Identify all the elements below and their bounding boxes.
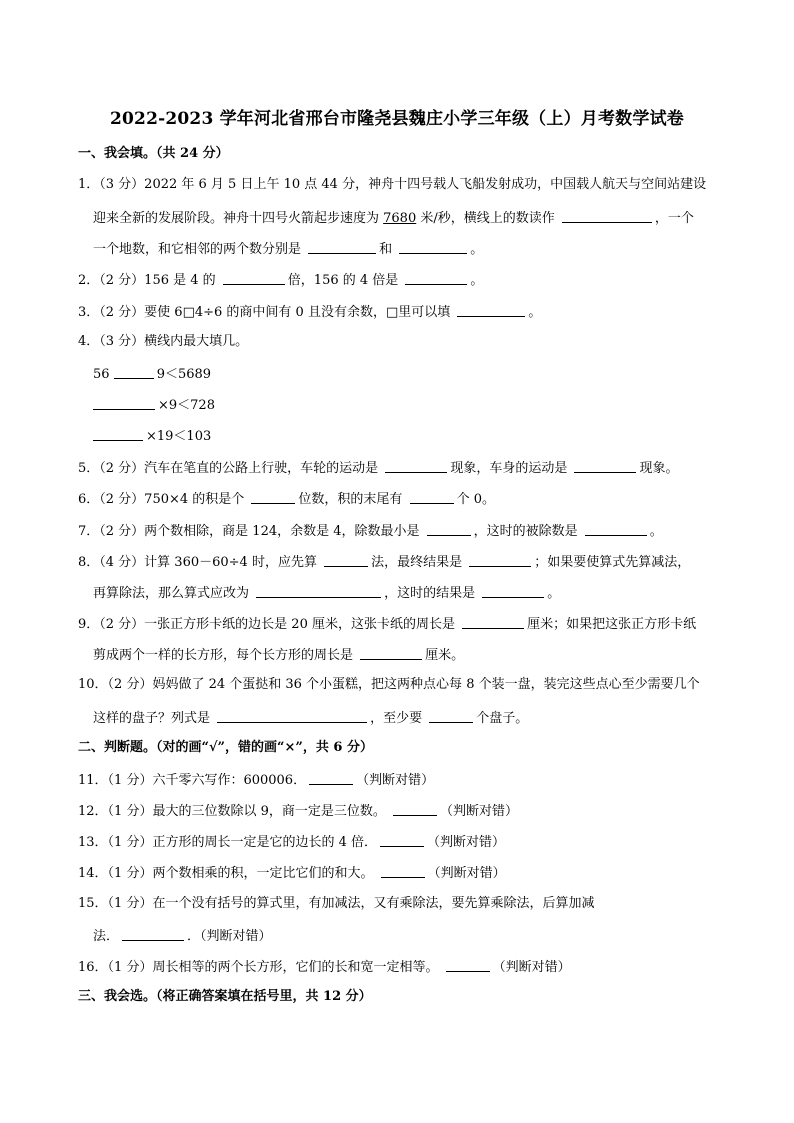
q7-blank-1[interactable] <box>427 523 471 536</box>
q1-line-3: 一个地数，和它相邻的两个数分别是 和 。 <box>93 242 484 257</box>
q9-line-1: 9．（2 分）一张正方形卡纸的边长是 20 厘米，这张卡纸的周长是 厘米；如果把这张正方形卡纸 <box>78 617 697 632</box>
q8-blank-1[interactable] <box>324 554 368 567</box>
q10-line-1: 10．（2 分）妈妈做了 24 个蛋挞和 36 个小蛋糕，把这两种点心每 8 个装一盘，装完这些点心至少需要几个 <box>78 677 700 692</box>
q10-line-2: 这样的盘子？列式是 ，至少要 个盘子。 <box>93 711 529 726</box>
q7-blank-2[interactable] <box>585 523 647 536</box>
q9-line-2: 剪成两个一样的长方形，每个长方形的周长是 厘米。 <box>93 648 465 663</box>
q5-blank-1[interactable] <box>385 460 447 473</box>
q14-blank[interactable] <box>381 865 425 878</box>
q13-line: 13．（1 分）正方形的周长一定是它的边长的 4 倍． （判断对错） <box>78 835 505 850</box>
q6-blank-1[interactable] <box>251 491 295 504</box>
q12-line: 12．（1 分）最大的三位数除以 9，商一定是三位数。 （判断对错） <box>78 804 518 819</box>
exam-title: 2022-2023 学年河北省邢台市隆尧县魏庄小学三年级（上）月考数学试卷 <box>109 109 684 129</box>
q4-blank-3[interactable] <box>93 428 143 441</box>
q1-blank-neighbor-2[interactable] <box>399 241 467 254</box>
q3-blank[interactable] <box>457 304 525 317</box>
q4-row-1: 56 9＜5689 <box>93 367 212 382</box>
q8-blank-4[interactable] <box>482 585 544 598</box>
q1-blank-reading[interactable] <box>562 210 652 223</box>
section-2-heading: 二、判断题。（对的画“√”，错的画“×”，共 6 分） <box>78 740 373 755</box>
q8-blank-3[interactable] <box>256 585 381 598</box>
q6-blank-2[interactable] <box>410 491 454 504</box>
q4-blank-1[interactable] <box>114 366 154 379</box>
q15-blank[interactable] <box>122 928 184 941</box>
q11-line: 11．（1 分）六千零六写作：600006． （判断对错） <box>78 773 435 788</box>
q9-blank-2[interactable] <box>360 647 422 660</box>
q8-line-2: 再算除法，那么算式应改为 ，这时的结果是 。 <box>93 586 561 601</box>
q16-blank[interactable] <box>446 959 490 972</box>
section-1-heading: 一、我会填。（共 24 分） <box>78 146 229 161</box>
q9-blank-1[interactable] <box>462 616 524 629</box>
q4-blank-2[interactable] <box>93 397 155 410</box>
q5-blank-2[interactable] <box>574 460 636 473</box>
q4-row-2: ×9＜728 <box>93 396 215 412</box>
q8-blank-2[interactable] <box>469 554 531 567</box>
q1-blank-neighbor-1[interactable] <box>308 241 376 254</box>
q7-line: 7．（2 分）两个数相除，商是 124，余数是 4，除数最小是 ，这时的被除数是 。 <box>78 524 663 539</box>
q1-number: 7680 <box>383 211 417 226</box>
q2-blank-2[interactable] <box>405 272 467 285</box>
q6-line: 6．（2 分）750×4 的积是个 位数，积的末尾有 个 0。 <box>78 492 495 507</box>
q3-line: 3．（2 分）要使 6□4÷6 的商中间有 0 且没有余数，□里可以填 。 <box>78 305 542 320</box>
q4-row-3: ×19＜103 <box>93 427 211 443</box>
q16-line: 16．（1 分）周长相等的两个长方形，它们的长和宽一定相等。 （判断对错） <box>78 960 571 975</box>
q2-line: 2．（2 分）156 是 4 的 倍，156 的 4 倍是 。 <box>78 273 484 288</box>
q2-blank-1[interactable] <box>223 272 285 285</box>
section-3-heading: 三、我会选。（将正确答案填在括号里，共 12 分） <box>78 989 372 1004</box>
q4-line: 4．（3 分）横线内最大填几。 <box>78 334 249 349</box>
q13-blank[interactable] <box>380 834 424 847</box>
q1-line-1: 1．（3 分）2022 年 6 月 5 日上午 10 点 44 分，神舟十四号载人飞船发射成功，中国载人航天与空间站建设 <box>78 177 707 192</box>
q1-line-2: 迎来全新的发展阶段。神舟十四号火箭起步速度为 7680 米/秒，横线上的数读作 ，一个 <box>93 211 694 226</box>
q8-line-1: 8．（4 分）计算 360－60÷4 时，应先算 法，最终结果是 ；如果要使算式先算减法， <box>78 555 691 570</box>
q12-blank[interactable] <box>393 803 437 816</box>
q11-blank[interactable] <box>309 772 353 785</box>
q15-line-2: 法． ．（判断对错） <box>93 929 272 944</box>
q15-line-1: 15．（1 分）在一个没有括号的算式里，有加减法，又有乘除法，要先算乘除法，后算加减 <box>78 896 595 911</box>
q5-line: 5．（2 分）汽车在笔直的公路上行驶，车轮的运动是 现象，车身的运动是 现象。 <box>78 461 679 476</box>
q14-line: 14．（1 分）两个数相乘的积，一定比它们的和大。 （判断对错） <box>78 866 506 881</box>
q10-blank-2[interactable] <box>429 710 473 723</box>
q10-blank-1[interactable] <box>217 710 367 723</box>
